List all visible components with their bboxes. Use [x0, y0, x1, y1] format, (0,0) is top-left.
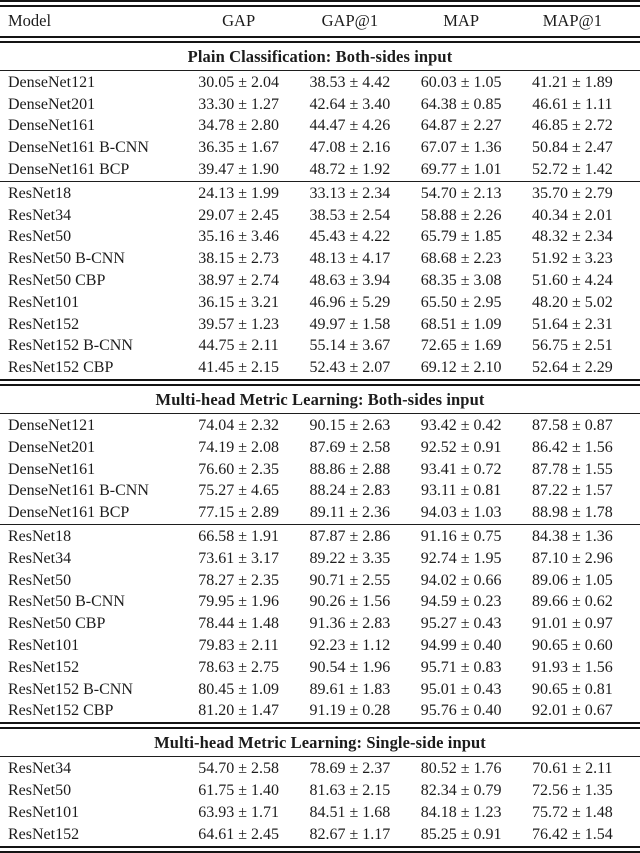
value-cell: 46.85 ± 2.72: [531, 117, 613, 135]
value-cell: 46.96 ± 5.29: [309, 293, 391, 311]
value-cell: 92.01 ± 0.67: [531, 702, 613, 720]
value-cell: 76.60 ± 2.35: [198, 460, 280, 478]
table-row: [0, 205, 640, 227]
value-cell: 65.50 ± 2.95: [420, 293, 502, 311]
value-cell: 50.84 ± 2.47: [531, 139, 613, 157]
table-row: [0, 437, 640, 459]
table-row: [0, 459, 640, 481]
value-cell: 87.58 ± 0.87: [531, 417, 613, 435]
table-row: [0, 481, 640, 503]
model-cell: DenseNet161: [8, 117, 96, 135]
table-row: [0, 159, 640, 181]
model-cell: ResNet50 B-CNN: [8, 250, 125, 268]
value-cell: 40.34 ± 2.01: [531, 206, 613, 224]
value-cell: 68.35 ± 3.08: [420, 272, 502, 290]
model-cell: DenseNet161 BCP: [8, 161, 130, 179]
value-cell: 68.68 ± 2.23: [420, 250, 502, 268]
value-cell: 78.63 ± 2.75: [198, 658, 280, 676]
table-row: [0, 227, 640, 249]
value-cell: 90.54 ± 1.96: [309, 658, 391, 676]
value-cell: 94.02 ± 0.66: [420, 571, 502, 589]
value-cell: 55.14 ± 3.67: [309, 337, 391, 355]
value-cell: 58.88 ± 2.26: [420, 206, 502, 224]
value-cell: 95.01 ± 0.43: [420, 680, 502, 698]
value-cell: 45.43 ± 4.22: [309, 228, 391, 246]
value-cell: 90.65 ± 0.60: [531, 637, 613, 655]
value-cell: 47.08 ± 2.16: [309, 139, 391, 157]
value-cell: 76.42 ± 1.54: [531, 825, 613, 843]
value-cell: 35.16 ± 3.46: [198, 228, 280, 246]
table-row: [0, 137, 640, 159]
value-cell: 69.77 ± 1.01: [420, 161, 502, 179]
value-cell: 24.13 ± 1.99: [198, 184, 280, 202]
value-cell: 95.76 ± 0.40: [420, 702, 502, 720]
value-cell: 86.42 ± 1.56: [531, 438, 613, 456]
table-row: [0, 72, 640, 94]
value-cell: 87.69 ± 2.58: [309, 438, 391, 456]
table-row: [0, 780, 640, 802]
value-cell: 38.15 ± 2.73: [198, 250, 280, 268]
model-cell: ResNet152 CBP: [8, 359, 114, 377]
model-cell: ResNet50 CBP: [8, 272, 106, 290]
table-row: [0, 657, 640, 679]
value-cell: 74.04 ± 2.32: [198, 417, 280, 435]
value-cell: 68.51 ± 1.09: [420, 315, 502, 333]
model-cell: ResNet50: [8, 228, 72, 246]
value-cell: 75.27 ± 4.65: [198, 482, 280, 500]
value-cell: 84.51 ± 1.68: [309, 803, 391, 821]
table-body: [0, 43, 640, 853]
value-cell: 74.19 ± 2.08: [198, 438, 280, 456]
value-cell: 41.45 ± 2.15: [198, 359, 280, 377]
section-title: Plain Classification: Both-sides input: [187, 47, 453, 66]
value-cell: 42.64 ± 3.40: [309, 95, 391, 113]
table-row: [0, 116, 640, 138]
value-cell: 82.67 ± 1.17: [309, 825, 391, 843]
value-cell: 81.63 ± 2.15: [309, 782, 391, 799]
value-cell: 80.45 ± 1.09: [198, 680, 280, 698]
value-cell: 93.11 ± 0.81: [421, 482, 502, 500]
value-cell: 46.61 ± 1.11: [532, 95, 613, 113]
section-title: Multi-head Metric Learning: Both-sides input: [155, 390, 485, 410]
value-cell: 92.23 ± 1.12: [309, 637, 391, 655]
value-cell: 77.15 ± 2.89: [198, 504, 280, 522]
value-cell: 84.38 ± 1.36: [531, 528, 613, 546]
model-cell: ResNet152: [8, 825, 80, 843]
value-cell: 91.36 ± 2.83: [309, 615, 391, 633]
value-cell: 35.70 ± 2.79: [531, 184, 613, 202]
value-cell: 54.70 ± 2.13: [420, 184, 502, 202]
value-cell: 78.44 ± 1.48: [198, 615, 280, 633]
table-row: [0, 270, 640, 292]
value-cell: 78.27 ± 2.35: [198, 571, 280, 589]
value-cell: 78.69 ± 2.37: [309, 760, 391, 778]
model-cell: ResNet34: [8, 206, 72, 224]
model-cell: ResNet101: [8, 803, 80, 821]
value-cell: 72.56 ± 1.35: [531, 782, 613, 799]
model-cell: ResNet101: [8, 293, 80, 311]
model-cell: ResNet152: [8, 315, 80, 333]
value-cell: 91.93 ± 1.56: [531, 658, 613, 676]
model-cell: DenseNet121: [8, 73, 96, 91]
value-cell: 79.95 ± 1.96: [198, 593, 280, 611]
value-cell: 87.10 ± 2.96: [531, 549, 613, 567]
value-cell: 36.15 ± 3.21: [198, 293, 280, 311]
value-cell: 65.79 ± 1.85: [420, 228, 502, 246]
table-row: [0, 758, 640, 780]
table-row: [0, 357, 640, 379]
value-cell: 90.15 ± 2.63: [309, 417, 391, 435]
model-cell: DenseNet161: [8, 460, 96, 478]
value-cell: 94.59 ± 0.23: [420, 593, 502, 611]
model-cell: ResNet50 CBP: [8, 615, 106, 633]
value-cell: 60.03 ± 1.05: [420, 73, 502, 91]
rule-bottom-double: [0, 846, 640, 853]
table-row: [0, 635, 640, 657]
value-cell: 48.32 ± 2.34: [531, 228, 613, 246]
value-cell: 52.43 ± 2.07: [309, 359, 391, 377]
value-cell: 48.20 ± 5.02: [531, 293, 613, 311]
value-cell: 75.72 ± 1.48: [531, 803, 613, 821]
value-cell: 95.71 ± 0.83: [420, 658, 502, 676]
value-cell: 52.72 ± 1.42: [531, 161, 613, 179]
value-cell: 69.12 ± 2.10: [420, 359, 502, 377]
value-cell: 48.72 ± 1.92: [309, 161, 391, 179]
table-row: [0, 613, 640, 635]
column-header-map-at-1: MAP@1: [542, 11, 602, 31]
model-cell: ResNet50 B-CNN: [8, 593, 125, 611]
value-cell: 29.07 ± 2.45: [198, 206, 280, 224]
rule-top-double: [0, 0, 640, 7]
value-cell: 52.64 ± 2.29: [531, 359, 613, 377]
value-cell: 54.70 ± 2.58: [198, 760, 280, 778]
table-row: [0, 292, 640, 314]
value-cell: 90.26 ± 1.56: [309, 593, 391, 611]
value-cell: 39.47 ± 1.90: [198, 161, 280, 179]
table-row: [0, 415, 640, 437]
table-row: [0, 336, 640, 358]
value-cell: 87.78 ± 1.55: [531, 460, 613, 478]
value-cell: 33.13 ± 2.34: [309, 184, 391, 202]
value-cell: 63.93 ± 1.71: [198, 803, 280, 821]
column-header-row: [0, 7, 640, 36]
value-cell: 64.38 ± 0.85: [420, 95, 502, 113]
column-header-map: MAP: [443, 11, 479, 31]
value-cell: 38.53 ± 4.42: [309, 73, 391, 91]
model-cell: ResNet50: [8, 571, 72, 589]
value-cell: 91.16 ± 0.75: [420, 528, 502, 546]
table-row: [0, 502, 640, 524]
table-row: [0, 94, 640, 116]
table-row: [0, 802, 640, 824]
value-cell: 44.47 ± 4.26: [309, 117, 391, 135]
value-cell: 30.05 ± 2.04: [198, 73, 280, 91]
value-cell: 81.20 ± 1.47: [198, 702, 280, 720]
value-cell: 89.06 ± 1.05: [531, 571, 613, 589]
model-cell: ResNet152 CBP: [8, 702, 114, 720]
model-cell: DenseNet161 B-CNN: [8, 482, 149, 500]
value-cell: 51.64 ± 2.31: [531, 315, 613, 333]
model-cell: ResNet50: [8, 782, 72, 799]
value-cell: 94.99 ± 0.40: [420, 637, 502, 655]
value-cell: 39.57 ± 1.23: [198, 315, 280, 333]
model-cell: DenseNet201: [8, 95, 96, 113]
value-cell: 38.53 ± 2.54: [309, 206, 391, 224]
value-cell: 56.75 ± 2.51: [531, 337, 613, 355]
value-cell: 72.65 ± 1.69: [420, 337, 502, 355]
value-cell: 92.74 ± 1.95: [420, 549, 502, 567]
value-cell: 94.03 ± 1.03: [420, 504, 502, 522]
value-cell: 67.07 ± 1.36: [420, 139, 502, 157]
value-cell: 89.11 ± 2.36: [309, 504, 390, 522]
table-row: [0, 526, 640, 548]
value-cell: 73.61 ± 3.17: [198, 549, 280, 567]
column-header-model: Model: [8, 11, 52, 31]
value-cell: 89.22 ± 3.35: [309, 549, 391, 567]
value-cell: 90.71 ± 2.55: [309, 571, 391, 589]
value-cell: 33.30 ± 1.27: [198, 95, 280, 113]
rule-header-double: [0, 36, 640, 43]
value-cell: 91.19 ± 0.28: [309, 702, 391, 720]
column-header-gap-at-1: GAP@1: [321, 11, 379, 31]
value-cell: 34.78 ± 2.80: [198, 117, 280, 135]
value-cell: 79.83 ± 2.11: [198, 637, 279, 655]
value-cell: 93.42 ± 0.42: [420, 417, 502, 435]
value-cell: 93.41 ± 0.72: [420, 460, 502, 478]
value-cell: 51.92 ± 3.23: [531, 250, 613, 268]
value-cell: 90.65 ± 0.81: [531, 680, 613, 698]
model-cell: DenseNet161 B-CNN: [8, 139, 149, 157]
value-cell: 88.24 ± 2.83: [309, 482, 391, 500]
value-cell: 70.61 ± 2.11: [532, 760, 613, 778]
value-cell: 88.98 ± 1.78: [531, 504, 613, 522]
table-row: [0, 314, 640, 336]
value-cell: 49.97 ± 1.58: [309, 315, 391, 333]
model-cell: ResNet18: [8, 184, 72, 202]
rule-section-double: [0, 722, 640, 729]
model-cell: ResNet101: [8, 637, 80, 655]
value-cell: 36.35 ± 1.67: [198, 139, 280, 157]
table-row: [0, 248, 640, 270]
value-cell: 89.66 ± 0.62: [531, 593, 613, 611]
value-cell: 51.60 ± 4.24: [531, 272, 613, 290]
column-header-gap: GAP: [222, 11, 256, 31]
model-cell: DenseNet201: [8, 438, 96, 456]
table-row: [0, 570, 640, 592]
value-cell: 61.75 ± 1.40: [198, 782, 280, 799]
rule-section-double: [0, 379, 640, 386]
value-cell: 87.22 ± 1.57: [531, 482, 613, 500]
value-cell: 91.01 ± 0.97: [531, 615, 613, 633]
value-cell: 87.87 ± 2.86: [309, 528, 391, 546]
value-cell: 44.75 ± 2.11: [198, 337, 279, 355]
model-cell: ResNet152 B-CNN: [8, 680, 133, 698]
value-cell: 85.25 ± 0.91: [420, 825, 502, 843]
value-cell: 84.18 ± 1.23: [420, 803, 502, 821]
table-row: [0, 592, 640, 614]
value-cell: 48.63 ± 3.94: [309, 272, 391, 290]
value-cell: 64.61 ± 2.45: [198, 825, 280, 843]
table-row: [0, 548, 640, 570]
model-cell: DenseNet161 BCP: [8, 504, 130, 522]
model-cell: ResNet152 B-CNN: [8, 337, 133, 355]
model-cell: ResNet18: [8, 528, 72, 546]
table-row: [0, 824, 640, 846]
value-cell: 48.13 ± 4.17: [309, 250, 391, 268]
model-cell: ResNet152: [8, 658, 80, 676]
table-row: [0, 701, 640, 723]
value-cell: 92.52 ± 0.91: [420, 438, 502, 456]
value-cell: 80.52 ± 1.76: [420, 760, 502, 778]
value-cell: 95.27 ± 0.43: [420, 615, 502, 633]
table-row: [0, 679, 640, 701]
value-cell: 41.21 ± 1.89: [531, 73, 613, 91]
value-cell: 88.86 ± 2.88: [309, 460, 391, 478]
section-title: Multi-head Metric Learning: Single-side input: [154, 733, 486, 753]
value-cell: 64.87 ± 2.27: [420, 117, 502, 135]
table-row: [0, 183, 640, 205]
value-cell: 82.34 ± 0.79: [420, 782, 502, 799]
value-cell: 89.61 ± 1.83: [309, 680, 391, 698]
value-cell: 66.58 ± 1.91: [198, 528, 280, 546]
model-cell: DenseNet121: [8, 417, 96, 435]
value-cell: 38.97 ± 2.74: [198, 272, 280, 290]
model-cell: ResNet34: [8, 760, 72, 778]
model-cell: ResNet34: [8, 549, 72, 567]
